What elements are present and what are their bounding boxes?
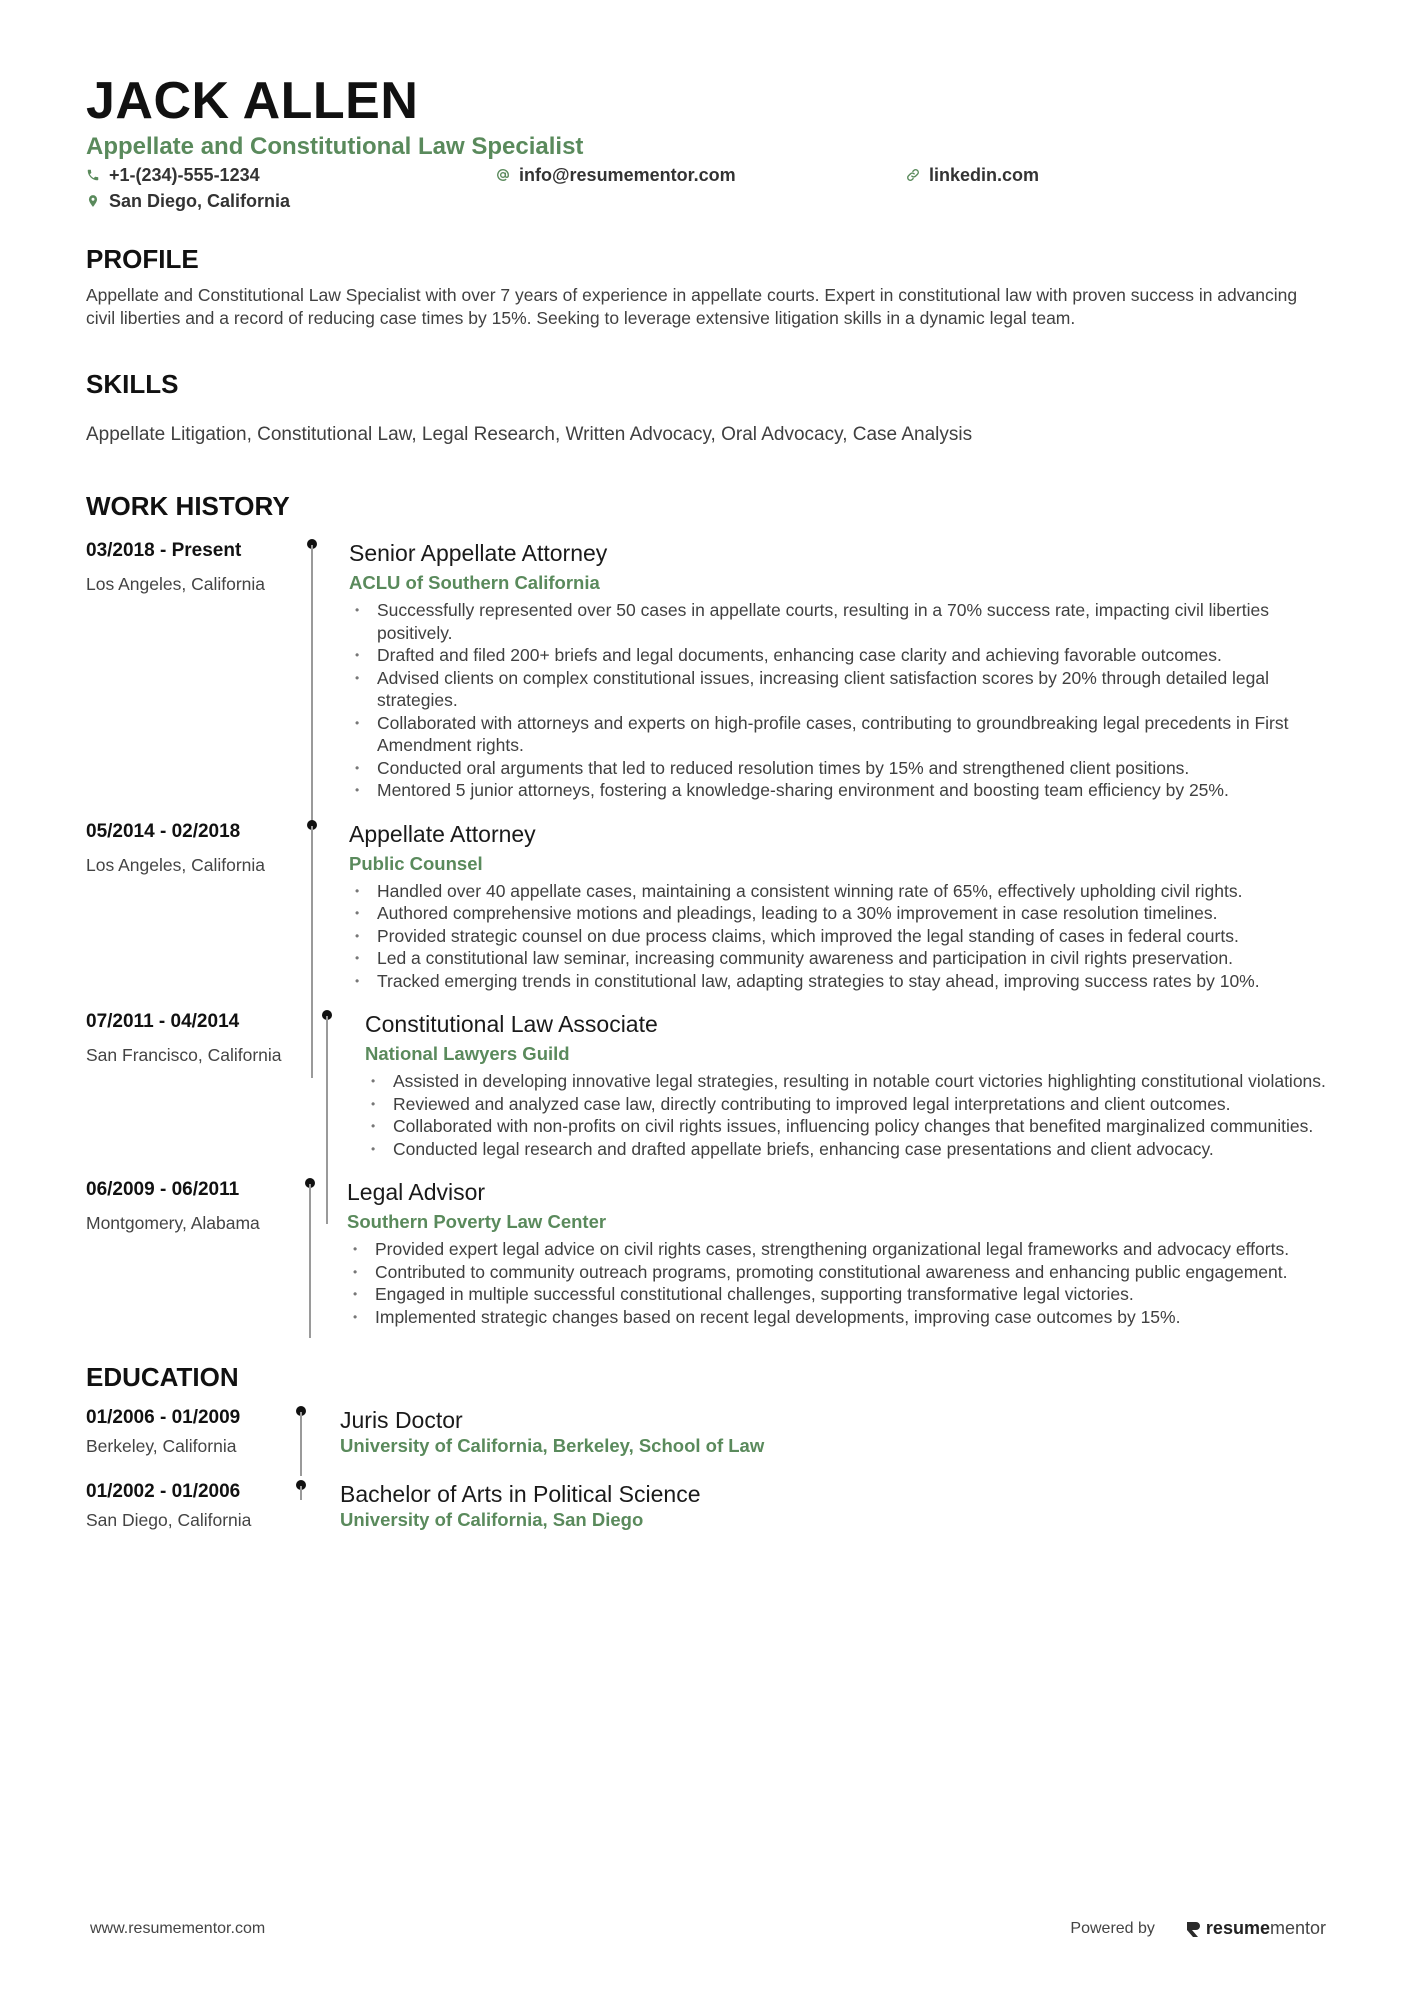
job-entry	[86, 816, 1332, 993]
skills-list: Appellate Litigation, Constitutional Law, Legal Research, Written Advocacy, Oral Advocacy, Case Analysis	[86, 424, 973, 445]
timeline-line	[300, 1412, 302, 1476]
location-text: San Diego, California	[109, 191, 291, 211]
job-bullet: • Assisted in developing innovative legal strategies, resulting in notable court victories highlighting constitutional violations.	[365, 1070, 1332, 1093]
job-date: 05/2014 - 02/2018	[86, 820, 241, 842]
job-bullets	[349, 599, 1332, 802]
education-degree: Bachelor of Arts in Political Science	[340, 1481, 701, 1507]
job-bullets	[347, 1238, 1332, 1328]
job-entry	[86, 535, 1332, 802]
resumementor-logo-icon	[1185, 1920, 1201, 1938]
at-icon	[496, 168, 510, 182]
job-date: 06/2009 - 06/2011	[86, 1179, 240, 1200]
job-entry	[86, 1006, 1332, 1160]
location-pin-icon	[86, 194, 100, 208]
candidate-title: Appellate and Constitutional Law Specialist	[86, 133, 584, 160]
profile-summary: Appellate and Constitutional Law Specialist with over 7 years of experience in appellate courts. Expert in constitutional law with proven success in advancing civil liberties and a record of reducing case times by 15%. Seeking to leverage extensive litigation skills in a dynamic legal team.	[86, 285, 1298, 328]
contact-phone[interactable]	[86, 164, 496, 186]
candidate-name: JACK ALLEN	[86, 72, 419, 130]
email-text: info@resumementor.com	[519, 165, 736, 185]
job-bullet: • Led a constitutional law seminar, increasing community awareness and participation in civil rights preservation.	[349, 947, 1332, 970]
phone-text: +1-(234)-555-1234	[109, 165, 260, 185]
education-school: University of California, Berkeley, School of Law	[340, 1435, 765, 1456]
contact-location	[86, 190, 496, 212]
job-location: Los Angeles, California	[86, 854, 265, 875]
job-title: Appellate Attorney	[349, 820, 536, 847]
job-bullet: • Engaged in multiple successful constitutional challenges, supporting transformative legal victories.	[347, 1283, 1332, 1306]
job-bullet: • Tracked emerging trends in constitutional law, adapting strategies to stay ahead, improving success rates by 10%.	[349, 970, 1332, 993]
powered-by-label: Powered by	[1070, 1919, 1155, 1937]
job-company: Public Counsel	[349, 852, 483, 874]
job-bullet: • Handled over 40 appellate cases, maintaining a consistent winning rate of 65%, effectively upholding civil rights.	[349, 880, 1332, 903]
job-bullet: • Conducted oral arguments that led to reduced resolution times by 15% and strengthened client positions.	[349, 757, 1332, 780]
job-company: Southern Poverty Law Center	[347, 1211, 607, 1232]
phone-icon	[86, 168, 100, 182]
education-entry	[86, 1406, 1332, 1458]
brand-name-part2: mentor	[1269, 1918, 1326, 1938]
job-date: 07/2011 - 04/2014	[86, 1011, 240, 1032]
timeline-line	[309, 1184, 311, 1338]
job-bullet: • Implemented strategic changes based on recent legal developments, improving case outcomes by 15%.	[347, 1306, 1332, 1329]
job-title: Senior Appellate Attorney	[349, 540, 608, 566]
linkedin-text: linkedin.com	[929, 165, 1040, 185]
job-bullet: • Authored comprehensive motions and pleadings, leading to a 30% improvement in case resolution timelines.	[349, 902, 1332, 925]
job-bullet: • Conducted legal research and drafted appellate briefs, enhancing case presentations and client advocacy.	[365, 1138, 1332, 1161]
job-entry	[86, 1174, 1332, 1328]
powered-by	[1070, 1918, 1326, 1939]
resume-page	[86, 72, 1332, 1532]
education-location: Berkeley, California	[86, 1436, 237, 1456]
job-bullet: • Provided expert legal advice on civil rights cases, strengthening organizational legal frameworks and advocacy efforts.	[347, 1238, 1332, 1261]
brand-name-part1: resume	[1205, 1918, 1270, 1938]
job-company: National Lawyers Guild	[365, 1043, 570, 1064]
job-bullet: • Drafted and filed 200+ briefs and legal documents, enhancing case clarity and achieving favorable outcomes.	[349, 644, 1332, 667]
job-bullets	[365, 1070, 1332, 1160]
footer	[90, 1918, 1326, 1939]
footer-site-link[interactable]: www.resumementor.com	[90, 1919, 266, 1937]
contact-linkedin[interactable]	[906, 164, 1206, 186]
education-entry	[86, 1480, 1332, 1532]
education-heading: EDUCATION	[86, 1362, 239, 1392]
job-title: Legal Advisor	[347, 1179, 486, 1205]
job-bullet: • Collaborated with attorneys and experts on high-profile cases, contributing to groundbreaking legal precedents in First Amendment rights.	[349, 712, 1332, 757]
education-school: University of California, San Diego	[340, 1509, 644, 1530]
link-icon	[906, 168, 920, 182]
job-company: ACLU of Southern California	[349, 572, 600, 593]
job-bullet: • Successfully represented over 50 cases in appellate courts, resulting in a 70% success rate, impacting civil liberties positively.	[349, 599, 1332, 644]
brand-logo[interactable]	[1185, 1918, 1326, 1939]
job-bullet: • Advised clients on complex constitutional issues, increasing client satisfaction scores by 20% through detailed legal strategies.	[349, 667, 1332, 712]
job-bullet: • Reviewed and analyzed case law, directly contributing to improved legal interpretations and client outcomes.	[365, 1093, 1332, 1116]
education-date: 01/2002 - 01/2006	[86, 1481, 241, 1502]
job-location: San Francisco, California	[86, 1045, 282, 1065]
timeline-line	[311, 545, 313, 823]
contact-email[interactable]	[496, 164, 906, 186]
job-bullet: • Provided strategic counsel on due process claims, which improved the legal standing of cases in federal courts.	[349, 925, 1332, 948]
contact-info	[86, 164, 1332, 212]
job-bullet: • Mentored 5 junior attorneys, fostering a knowledge-sharing environment and boosting team efficiency by 25%.	[349, 779, 1332, 802]
skills-heading: SKILLS	[86, 369, 179, 399]
education-location: San Diego, California	[86, 1510, 252, 1530]
job-date: 03/2018 - Present	[86, 540, 242, 561]
job-location: Montgomery, Alabama	[86, 1213, 260, 1233]
job-bullet: • Contributed to community outreach programs, promoting constitutional awareness and enhancing public engagement.	[347, 1261, 1332, 1284]
job-location: Los Angeles, California	[86, 574, 265, 594]
education-degree: Juris Doctor	[340, 1407, 463, 1433]
job-bullets	[349, 880, 1332, 993]
job-bullet: • Collaborated with non-profits on civil rights issues, influencing policy changes that benefited marginalized communities.	[365, 1115, 1332, 1138]
timeline-line	[300, 1486, 302, 1500]
profile-heading: PROFILE	[86, 244, 199, 274]
education-date: 01/2006 - 01/2009	[86, 1407, 241, 1428]
work-history-heading: WORK HISTORY	[86, 491, 290, 521]
job-title: Constitutional Law Associate	[365, 1011, 658, 1037]
